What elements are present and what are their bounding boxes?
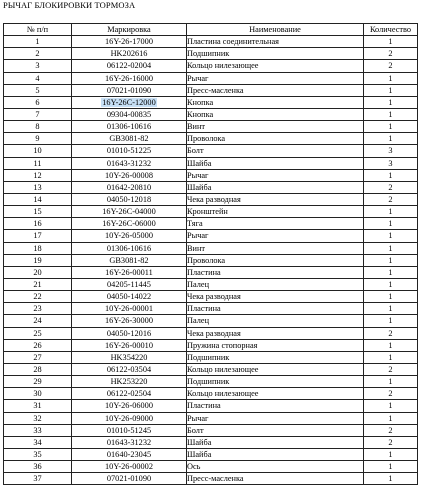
cell-number: 17 (4, 230, 72, 242)
cell-quantity: 1 (364, 242, 418, 254)
table-row (4, 339, 418, 351)
table-row (4, 108, 418, 120)
table-row (4, 351, 418, 363)
cell-name: Ось (187, 461, 364, 473)
header-quantity: Количество (364, 24, 418, 36)
highlighted-selection[interactable]: 16Y-26C-12000 (102, 97, 156, 107)
cell-quantity: 1 (364, 121, 418, 133)
cell-quantity: 2 (364, 424, 418, 436)
table-row (4, 72, 418, 84)
header-number: № п/п (4, 24, 72, 36)
table-row (4, 145, 418, 157)
cell-name: Шайба (187, 157, 364, 169)
cell-marking: 01642-20810 (72, 181, 187, 193)
cell-quantity: 2 (364, 60, 418, 72)
cell-marking: 01306-10616 (72, 242, 187, 254)
cell-marking: 09304-00835 (72, 108, 187, 120)
cell-marking: 01640-23045 (72, 448, 187, 460)
cell-name: Рычаг (187, 412, 364, 424)
cell-name: Проволока (187, 254, 364, 266)
cell-quantity: 1 (364, 278, 418, 290)
cell-marking: 01010-51225 (72, 145, 187, 157)
table-row (4, 121, 418, 133)
cell-name: Болт (187, 424, 364, 436)
table-row (4, 363, 418, 375)
cell-quantity: 1 (364, 461, 418, 473)
cell-number: 22 (4, 291, 72, 303)
cell-quantity: 1 (364, 339, 418, 351)
table-row (4, 181, 418, 193)
cell-name: Кронштейн (187, 206, 364, 218)
cell-marking: 10Y-26-09000 (72, 412, 187, 424)
cell-quantity: 1 (364, 108, 418, 120)
table-row (4, 424, 418, 436)
cell-quantity: 1 (364, 230, 418, 242)
cell-quantity: 1 (364, 36, 418, 48)
header-row (4, 24, 418, 36)
cell-name: Пластина (187, 266, 364, 278)
cell-marking: HK253220 (72, 376, 187, 388)
table-row (4, 412, 418, 424)
header-name: Наименование (187, 24, 364, 36)
cell-name: Пластина (187, 400, 364, 412)
cell-marking: 07021-01090 (72, 473, 187, 485)
cell-number: 30 (4, 388, 72, 400)
cell-marking: 06122-02504 (72, 388, 187, 400)
table-row (4, 303, 418, 315)
cell-name: Кольцо нилезающее (187, 60, 364, 72)
cell-number: 34 (4, 436, 72, 448)
cell-name: Винт (187, 242, 364, 254)
cell-marking: 01306-10616 (72, 121, 187, 133)
cell-quantity: 2 (364, 193, 418, 205)
cell-number: 29 (4, 376, 72, 388)
cell-number: 25 (4, 327, 72, 339)
document-title: РЫЧАГ БЛОКИРОВКИ ТОРМОЗА (3, 0, 136, 10)
cell-name: Кольцо нилезающее (187, 363, 364, 375)
cell-marking: 16Y-26-17000 (72, 36, 187, 48)
table-row (4, 278, 418, 290)
cell-quantity: 1 (364, 303, 418, 315)
cell-marking: 04205-11445 (72, 278, 187, 290)
cell-quantity: 1 (364, 291, 418, 303)
cell-name: Рычаг (187, 230, 364, 242)
cell-name: Пружина стопорная (187, 339, 364, 351)
cell-number: 19 (4, 254, 72, 266)
table-row (4, 206, 418, 218)
cell-quantity: 1 (364, 376, 418, 388)
cell-quantity: 1 (364, 351, 418, 363)
table-row (4, 157, 418, 169)
cell-name: Подшипник (187, 48, 364, 60)
cell-number: 20 (4, 266, 72, 278)
cell-marking: 16Y-26C-04000 (72, 206, 187, 218)
table-row (4, 36, 418, 48)
cell-number: 11 (4, 157, 72, 169)
cell-number: 33 (4, 424, 72, 436)
table-row (4, 254, 418, 266)
table-row (4, 400, 418, 412)
table-row (4, 473, 418, 485)
cell-quantity: 1 (364, 400, 418, 412)
cell-marking: 04050-14022 (72, 291, 187, 303)
cell-quantity: 2 (364, 48, 418, 60)
cell-marking: 10Y-26-00002 (72, 461, 187, 473)
cell-number: 14 (4, 193, 72, 205)
cell-quantity: 2 (364, 181, 418, 193)
cell-number: 28 (4, 363, 72, 375)
cell-marking: 04050-12018 (72, 193, 187, 205)
parts-table (3, 23, 418, 485)
cell-number: 24 (4, 315, 72, 327)
cell-marking (72, 96, 187, 108)
cell-marking: 16Y-26-00010 (72, 339, 187, 351)
table-row (4, 84, 418, 96)
cell-name: Рычаг (187, 72, 364, 84)
cell-name: Винт (187, 121, 364, 133)
cell-name: Чека разводная (187, 291, 364, 303)
cell-quantity: 1 (364, 133, 418, 145)
cell-name: Пресс-масленка (187, 473, 364, 485)
cell-quantity: 1 (364, 206, 418, 218)
cell-name: Тяга (187, 218, 364, 230)
cell-quantity: 1 (364, 96, 418, 108)
cell-number: 6 (4, 96, 72, 108)
parts-table-body (4, 36, 418, 485)
cell-name: Чека разводная (187, 193, 364, 205)
cell-marking: 06122-02004 (72, 60, 187, 72)
cell-name: Кольцо нилезающее (187, 388, 364, 400)
cell-marking: 10Y-26-06000 (72, 400, 187, 412)
table-row (4, 169, 418, 181)
cell-number: 37 (4, 473, 72, 485)
cell-name: Шайба (187, 181, 364, 193)
cell-name: Болт (187, 145, 364, 157)
cell-marking: 16Y-26-00011 (72, 266, 187, 278)
cell-marking: 01643-31232 (72, 436, 187, 448)
parts-table-header (4, 24, 418, 36)
cell-marking: 10Y-26-00008 (72, 169, 187, 181)
table-row (4, 266, 418, 278)
cell-quantity: 2 (364, 327, 418, 339)
cell-quantity: 1 (364, 72, 418, 84)
cell-name: Рычаг (187, 169, 364, 181)
cell-number: 18 (4, 242, 72, 254)
header-marking: Маркировка (72, 24, 187, 36)
cell-name: Проволока (187, 133, 364, 145)
table-row (4, 388, 418, 400)
cell-quantity: 1 (364, 412, 418, 424)
table-row (4, 242, 418, 254)
table-row (4, 48, 418, 60)
cell-marking: GB3081-82 (72, 254, 187, 266)
cell-number: 16 (4, 218, 72, 230)
table-row (4, 291, 418, 303)
cell-name: Пресс-масленка (187, 84, 364, 96)
cell-marking: 10Y-26-00001 (72, 303, 187, 315)
cell-quantity: 1 (364, 254, 418, 266)
cell-name: Подшипник (187, 376, 364, 388)
cell-marking: 01010-51245 (72, 424, 187, 436)
cell-quantity: 3 (364, 157, 418, 169)
cell-quantity: 1 (364, 315, 418, 327)
cell-number: 4 (4, 72, 72, 84)
cell-number: 9 (4, 133, 72, 145)
cell-quantity: 1 (364, 266, 418, 278)
cell-name: Палец (187, 278, 364, 290)
cell-quantity: 1 (364, 218, 418, 230)
cell-name: Кнопка (187, 108, 364, 120)
cell-quantity: 3 (364, 145, 418, 157)
cell-marking: 16Y-26C-06000 (72, 218, 187, 230)
table-row (4, 461, 418, 473)
cell-name: Подшипник (187, 351, 364, 363)
cell-number: 32 (4, 412, 72, 424)
cell-name: Палец (187, 315, 364, 327)
cell-number: 2 (4, 48, 72, 60)
table-row (4, 436, 418, 448)
table-row (4, 133, 418, 145)
cell-marking: HK354220 (72, 351, 187, 363)
cell-marking: 07021-01090 (72, 84, 187, 96)
cell-number: 35 (4, 448, 72, 460)
cell-quantity: 2 (364, 388, 418, 400)
cell-number: 15 (4, 206, 72, 218)
cell-name: Шайба (187, 436, 364, 448)
cell-number: 23 (4, 303, 72, 315)
table-row (4, 218, 418, 230)
table-row (4, 315, 418, 327)
cell-quantity: 2 (364, 363, 418, 375)
cell-number: 8 (4, 121, 72, 133)
cell-number: 27 (4, 351, 72, 363)
table-row (4, 230, 418, 242)
cell-number: 13 (4, 181, 72, 193)
table-row (4, 193, 418, 205)
cell-marking: HK202616 (72, 48, 187, 60)
cell-quantity: 1 (364, 84, 418, 96)
table-row (4, 448, 418, 460)
cell-number: 31 (4, 400, 72, 412)
cell-name: Кнопка (187, 96, 364, 108)
cell-number: 21 (4, 278, 72, 290)
cell-quantity: 1 (364, 169, 418, 181)
cell-name: Шайба (187, 448, 364, 460)
cell-quantity: 1 (364, 448, 418, 460)
cell-marking: 10Y-26-05000 (72, 230, 187, 242)
cell-number: 7 (4, 108, 72, 120)
table-row (4, 96, 418, 108)
cell-number: 12 (4, 169, 72, 181)
cell-name: Пластина соединительная (187, 36, 364, 48)
cell-name: Чека разводная (187, 327, 364, 339)
cell-number: 3 (4, 60, 72, 72)
cell-number: 36 (4, 461, 72, 473)
cell-name: Пластина (187, 303, 364, 315)
table-row (4, 376, 418, 388)
cell-number: 10 (4, 145, 72, 157)
cell-marking: 01643-31232 (72, 157, 187, 169)
table-row (4, 327, 418, 339)
table-row (4, 60, 418, 72)
cell-number: 1 (4, 36, 72, 48)
cell-marking: 04050-12016 (72, 327, 187, 339)
cell-quantity: 1 (364, 473, 418, 485)
cell-marking: 16Y-26-30000 (72, 315, 187, 327)
cell-number: 26 (4, 339, 72, 351)
cell-quantity: 2 (364, 436, 418, 448)
cell-number: 5 (4, 84, 72, 96)
cell-marking: 16Y-26-16000 (72, 72, 187, 84)
cell-marking: GB3081-82 (72, 133, 187, 145)
cell-marking: 06122-03504 (72, 363, 187, 375)
